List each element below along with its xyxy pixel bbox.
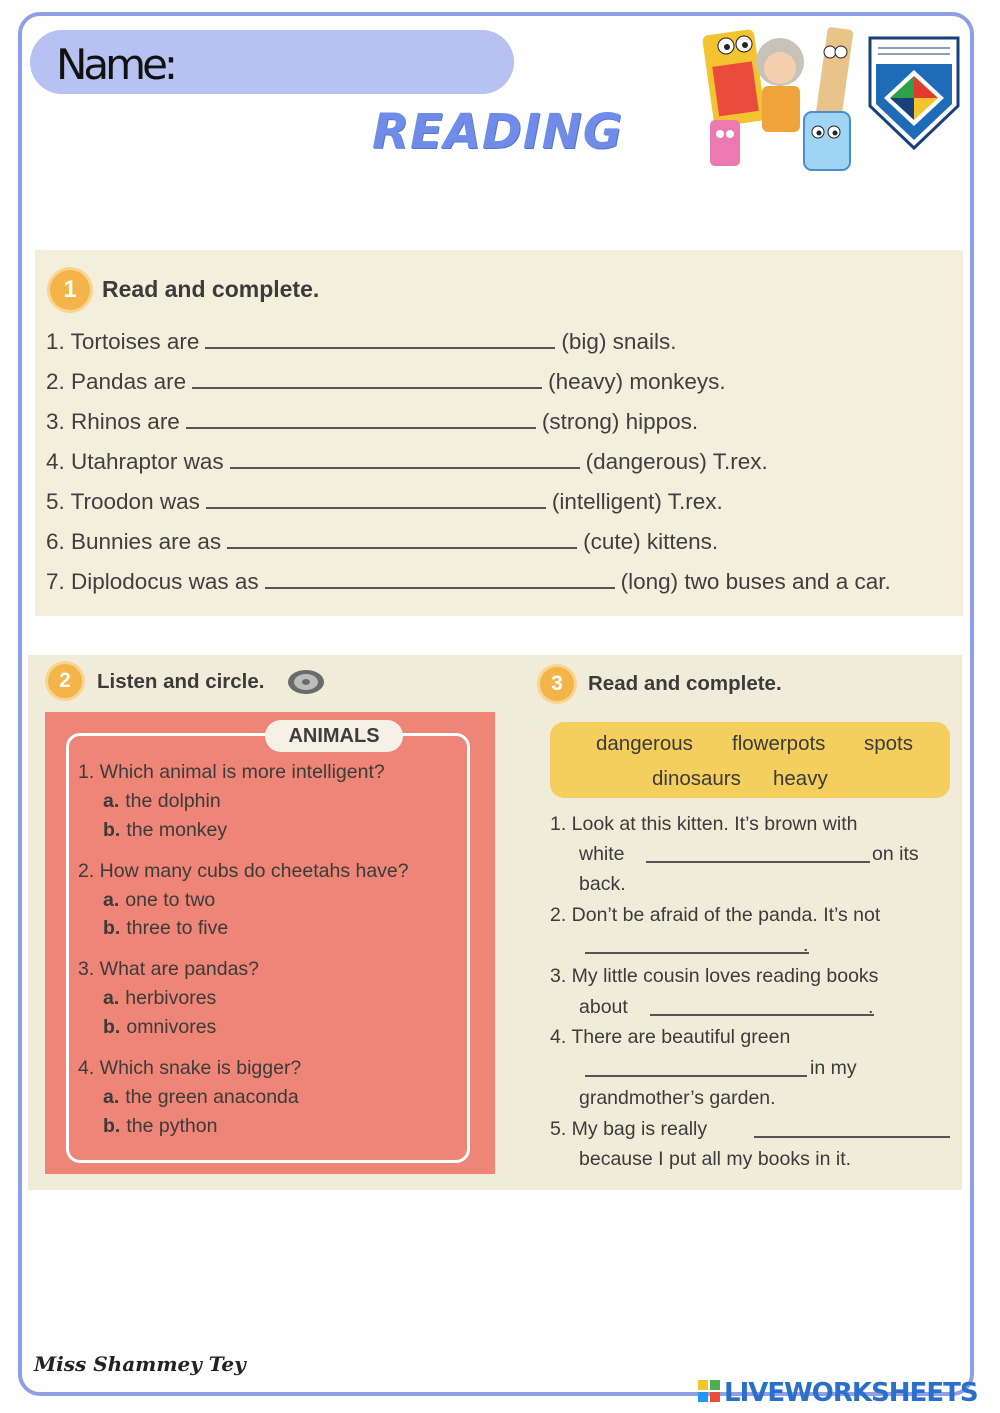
animals-quiz-title: ANIMALS: [265, 720, 403, 752]
answer-blank[interactable]: [585, 936, 809, 954]
exercise-1-item: 5. Troodon was (intelligent) T.rex.: [46, 489, 723, 514]
exercise-3-sentence: 4. There are beautiful green: [550, 1026, 791, 1048]
answer-blank[interactable]: [650, 998, 874, 1016]
exercise-1-item: 6. Bunnies are as (cute) kittens.: [46, 529, 719, 554]
quiz-question: 2. How many cubs do cheetahs have?: [78, 860, 409, 882]
name-label: Name:: [56, 40, 175, 89]
answer-blank[interactable]: [192, 371, 542, 389]
answer-blank[interactable]: [206, 491, 546, 509]
exercise-3-sentence: about: [579, 996, 628, 1018]
exercise-3-sentence: grandmother’s garden.: [579, 1087, 776, 1109]
exercise-1-item: 2. Pandas are (heavy) monkeys.: [46, 369, 726, 394]
exercise-3-sentence: 2. Don’t be afraid of the panda. It’s not: [550, 904, 881, 926]
liveworksheets-logo-icon: [698, 1380, 720, 1402]
exercise-3-sentence: 3. My little cousin loves reading books: [550, 965, 879, 987]
exercise-3-number-badge: 3: [540, 667, 574, 701]
audio-cd-icon[interactable]: [286, 668, 326, 696]
answer-blank[interactable]: [205, 331, 555, 349]
quiz-option[interactable]: b. the python: [103, 1115, 218, 1137]
exercise-3-sentence: back.: [579, 873, 626, 895]
quiz-question: 4. Which snake is bigger?: [78, 1057, 302, 1079]
page-title: READING: [372, 104, 624, 160]
exercise-1-heading: Read and complete.: [102, 276, 320, 302]
exercise-3-sentence: 1. Look at this kitten. It’s brown with: [550, 813, 858, 835]
exercise-3-sentence: on its: [872, 843, 919, 865]
exercise-1-item: 1. Tortoises are (big) snails.: [46, 329, 677, 354]
school-supplies-mascots-illustration: [700, 24, 870, 184]
answer-blank[interactable]: [230, 451, 580, 469]
word-bank-word: dangerous: [596, 732, 693, 755]
answer-blank[interactable]: [754, 1120, 950, 1138]
exercise-1-item: 3. Rhinos are (strong) hippos.: [46, 409, 699, 434]
exercise-1-item: 7. Diplodocus was as (long) two buses and a car.: [46, 569, 891, 594]
exercise-3-sentence: .: [803, 934, 809, 956]
school-crest-logo: [868, 36, 960, 152]
word-bank-word: heavy: [773, 767, 828, 790]
quiz-option[interactable]: a. herbivores: [103, 987, 217, 1009]
quiz-option[interactable]: b. omnivores: [103, 1016, 217, 1038]
quiz-question: 1. Which animal is more intelligent?: [78, 761, 385, 783]
exercise-3-sentence: .: [868, 996, 874, 1018]
word-bank-word: spots: [864, 732, 913, 755]
exercise-1-number-badge: 1: [50, 270, 90, 310]
author-signature: Miss Shammey Tey: [34, 1352, 246, 1376]
exercise-3-heading: Read and complete.: [588, 672, 782, 695]
exercise-3-sentence: in my: [810, 1057, 857, 1079]
quiz-option[interactable]: a. one to two: [103, 889, 216, 911]
exercise-1-item: 4. Utahraptor was (dangerous) T.rex.: [46, 449, 768, 474]
liveworksheets-brand: LIVEWORKSHEETS: [724, 1378, 978, 1408]
quiz-option[interactable]: a. the green anaconda: [103, 1086, 299, 1108]
answer-blank[interactable]: [585, 1059, 807, 1077]
exercise-3-sentence: 5. My bag is really: [550, 1118, 708, 1140]
answer-blank[interactable]: [186, 411, 536, 429]
answer-blank[interactable]: [227, 531, 577, 549]
word-bank-word: flowerpots: [732, 732, 826, 755]
exercise-3-sentence: because I put all my books in it.: [579, 1148, 852, 1170]
exercise-2-number-badge: 2: [48, 664, 82, 698]
quiz-question: 3. What are pandas?: [78, 958, 260, 980]
answer-blank[interactable]: [265, 571, 615, 589]
quiz-option[interactable]: b. three to five: [103, 917, 229, 939]
quiz-option[interactable]: a. the dolphin: [103, 790, 221, 812]
exercise-3-sentence: white: [579, 843, 625, 865]
quiz-option[interactable]: b. the monkey: [103, 819, 228, 841]
answer-blank[interactable]: [646, 845, 870, 863]
exercise-2-heading: Listen and circle.: [97, 670, 265, 693]
word-bank-word: dinosaurs: [652, 767, 741, 790]
